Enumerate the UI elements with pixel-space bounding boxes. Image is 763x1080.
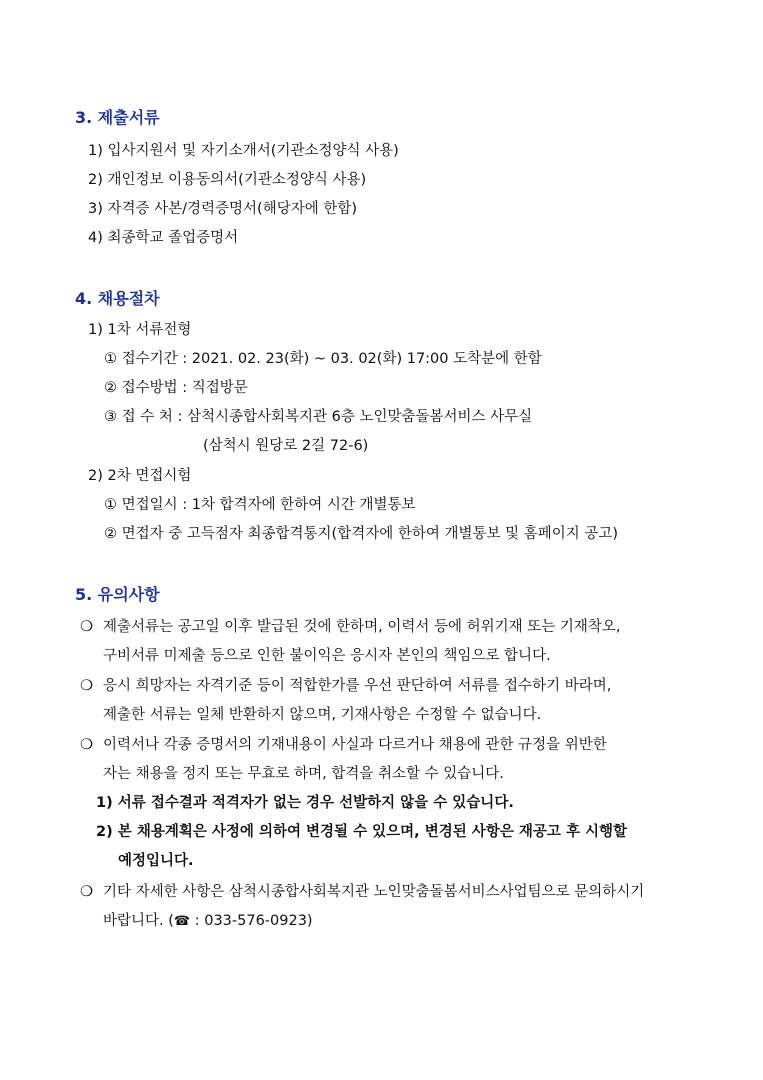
bullet-icon: ❍ <box>80 678 93 694</box>
application-period: ① 접수기간 : 2021. 02. 23(화) ~ 03. 02(화) 17:00 도착분에 한함 <box>104 351 542 367</box>
bold-notice-1: 1) 서류 접수결과 적격자가 없는 경우 선발하지 않을 수 있습니다. <box>96 795 514 811</box>
application-place: ③ 접 수 처 : 삼척시종합사회복지관 6층 노인맞춤돌봄서비스 사무실 <box>104 409 533 425</box>
section-3-title: 3. 제출서류 <box>75 108 160 127</box>
application-address: (삼척시 원당로 2길 72-6) <box>203 438 369 454</box>
note-3-line-1: 이력서나 각종 증명서의 기재내용이 사실과 다르거나 채용에 관한 규정을 위반한 <box>103 737 607 753</box>
contact-line-2 <box>103 911 313 932</box>
step-1-label: 1) 1차 서류전형 <box>88 322 192 338</box>
phone-number: : 033-576-0923) <box>190 913 313 929</box>
section-4-title: 4. 채용절차 <box>75 289 160 308</box>
bullet-icon: ❍ <box>80 737 93 753</box>
note-3-line-2: 자는 채용을 정지 또는 무효로 하며, 합격을 취소할 수 있습니다. <box>103 766 504 782</box>
document-item-2: 2) 개인정보 이용동의서(기관소정양식 사용) <box>88 172 367 188</box>
bullet-icon: ❍ <box>80 619 93 635</box>
phone-icon: ☎ <box>173 914 191 929</box>
bold-notice-2: 2) 본 채용계획은 사정에 의하여 변경될 수 있으며, 변경된 사항은 재공고 후 시행할 <box>96 824 628 840</box>
bold-notice-2-cont: 예정입니다. <box>118 853 194 869</box>
note-2-line-1: 응시 희망자는 자격기준 등이 적합한가를 우선 판단하여 서류를 접수하기 바라며, <box>103 678 612 694</box>
document-item-4: 4) 최종학교 졸업증명서 <box>88 230 239 246</box>
interview-date: ① 면접일시 : 1차 합격자에 한하여 시간 개별통보 <box>104 497 416 513</box>
contact-line-1: 기타 자세한 사항은 삼척시종합사회복지관 노인맞춤돌봄서비스사업팀으로 문의하시기 <box>103 884 645 900</box>
document-item-1: 1) 입사지원서 및 자기소개서(기관소정양식 사용) <box>88 143 399 159</box>
contact-prefix: 바랍니다. ( <box>103 913 174 929</box>
note-1-line-2: 구비서류 미제출 등으로 인한 불이익은 응시자 본인의 책임으로 합니다. <box>103 648 551 664</box>
section-5-title: 5. 유의사항 <box>75 585 160 604</box>
final-notice: ② 면접자 중 고득점자 최종합격통지(합격자에 한하여 개별통보 및 홈페이지 공고) <box>104 526 619 542</box>
document-item-3: 3) 자격증 사본/경력증명서(해당자에 한함) <box>88 201 358 217</box>
application-method: ② 접수방법 : 직접방문 <box>104 380 248 396</box>
step-2-label: 2) 2차 면접시험 <box>88 468 192 484</box>
note-1-line-1: 제출서류는 공고일 이후 발급된 것에 한하며, 이력서 등에 허위기재 또는 기재착오, <box>103 619 621 635</box>
bullet-icon: ❍ <box>80 884 93 900</box>
note-2-line-2: 제출한 서류는 일체 반환하지 않으며, 기재사항은 수정할 수 없습니다. <box>103 707 542 723</box>
